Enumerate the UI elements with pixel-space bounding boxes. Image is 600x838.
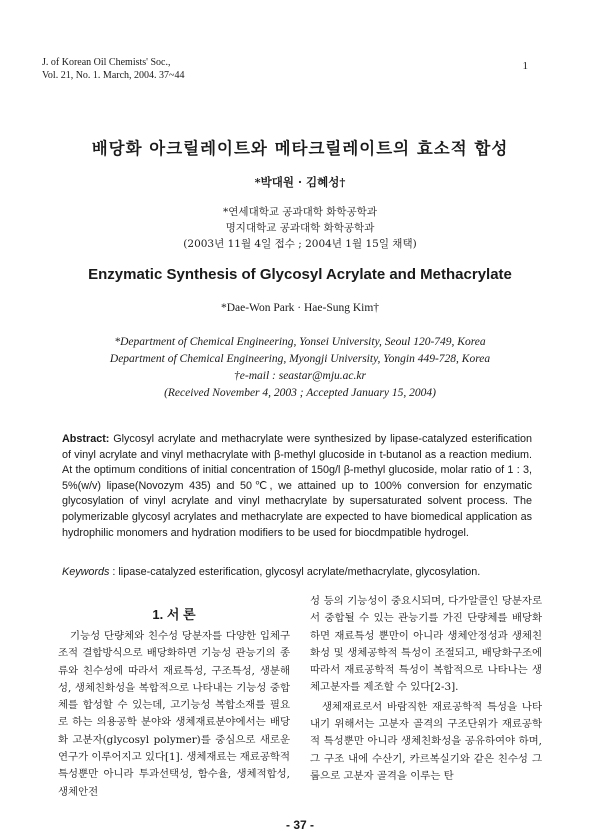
body-column-left <box>58 628 290 801</box>
abstract <box>62 432 532 541</box>
korean-affiliation-1: *연세대학교 공과대학 화학공학과 <box>223 206 377 218</box>
keywords-text: : lipase-catalyzed esterification, glycosyl acrylate/methacrylate, glycosylation. <box>109 566 481 578</box>
page-footer: - 37 - <box>285 818 314 832</box>
english-affiliation-1: *Department of Chemical Engineering, Yonsei University, Seoul 120-749, Korea <box>114 336 486 348</box>
english-authors: *Dae-Won Park · Hae-Sung Kim† <box>220 302 380 314</box>
korean-authors: *박대원 · 김혜성† <box>254 175 346 189</box>
abstract-text: Glycosyl acrylate and methacrylate were synthesized by lipase-catalyzed esterification of vinyl acrylate and vinyl methacrylate with β-methyl glucoside in t-butanol as a reaction medium. At the optimum conditions of initial concentration of 150g/l β-methyl glucoside, molar ratio of 1 : 3, 5%(w/v) lipase(Novozym 435) and 50℃, we attained up to 100% conversion for enzymatic glycosylation of vinyl acrylate and vinyl methacrylate by supersaturated solvent process. The polymerizable glycosyl acrylates and methacrylate are expected to have biomedical application as hydrophilic monomers and hydration modifiers to be used for biocdmpatible hydrogel. <box>62 433 532 539</box>
paragraph: 기능성 단량체와 친수성 당분자를 다양한 입체구조적 결합방식으로 배당화하면 기능성 관능기의 종류와 친수성에 따라서 재료특성, 구조특성, 생분해성, 생체친화성을 복합적으로 나타내는 기능성 중합체를 합성할 수 있는데, 고기능성 복합소재를 필요로 하는 의용공학 분야와 생체재료분야에서는 배당화 고분자(glycosyl polymer)를 중심으로 새로운 연구가 이루어지고 있다[1]. 생체재료는 재료공학적 특성뿐만 아니라 투과선택성, 함수율, 생체적합성, 생체안전 <box>58 630 290 798</box>
english-title: Enzymatic Synthesis of Glycosyl Acrylate and Methacrylate <box>88 266 512 283</box>
section-heading: 1. 서 론 <box>152 607 196 622</box>
keywords-label: Keywords <box>62 566 110 578</box>
page-number: 1 <box>522 60 528 72</box>
journal-citation <box>42 56 184 82</box>
korean-dates: (2003년 11월 4일 접수 ; 2004년 1월 15일 채택) <box>183 238 417 250</box>
journal-line-1: J. of Korean Oil Chemists' Soc., <box>42 57 171 68</box>
paragraph: 생체재료로서 바람직한 재료공학적 특성을 나타내기 위해서는 고분자 골격의 구조단위가 재료공학적 특성뿐만 아니라 생체친화성을 공유하여야 하며, 그 구조 내에 수산기, 카르복실기와 같은 친수성 그룹으로 고분자 골격을 이루는 탄 <box>310 700 542 782</box>
korean-affiliation-2: 명지대학교 공과대학 화학공학과 <box>225 222 375 234</box>
abstract-label: Abstract: <box>62 433 110 445</box>
korean-affiliations <box>0 204 600 252</box>
korean-title: 배당화 아크릴레이트와 메타크릴레이트의 효소적 합성 <box>91 139 509 158</box>
journal-line-2: Vol. 21, No. 1. March, 2004. 37~44 <box>42 70 185 81</box>
english-affiliation-2: Department of Chemical Engineering, Myongji University, Yongin 449-728, Korea <box>109 353 491 365</box>
paragraph: 성 등의 기능성이 중요시되며, 다가알콜인 당분자로서 중합될 수 있는 관능기를 가진 단량체를 배당화하면 재료특성 뿐만이 아니라 생체안정성과 생체친화성 및 생체공학적 특성이 조절되고, 배당화구조에 따라서 재료공학적 특성이 복합적으로 나타나는 생체고분자를 제조할 수 있다[2-3]. <box>310 595 542 694</box>
english-email: †e-mail : seastar@mju.ac.kr <box>234 370 366 382</box>
keywords <box>62 566 542 578</box>
body-column-right <box>310 593 542 785</box>
english-affiliations <box>0 334 600 402</box>
english-dates: (Received November 4, 2003 ; Accepted January 15, 2004) <box>164 387 436 399</box>
